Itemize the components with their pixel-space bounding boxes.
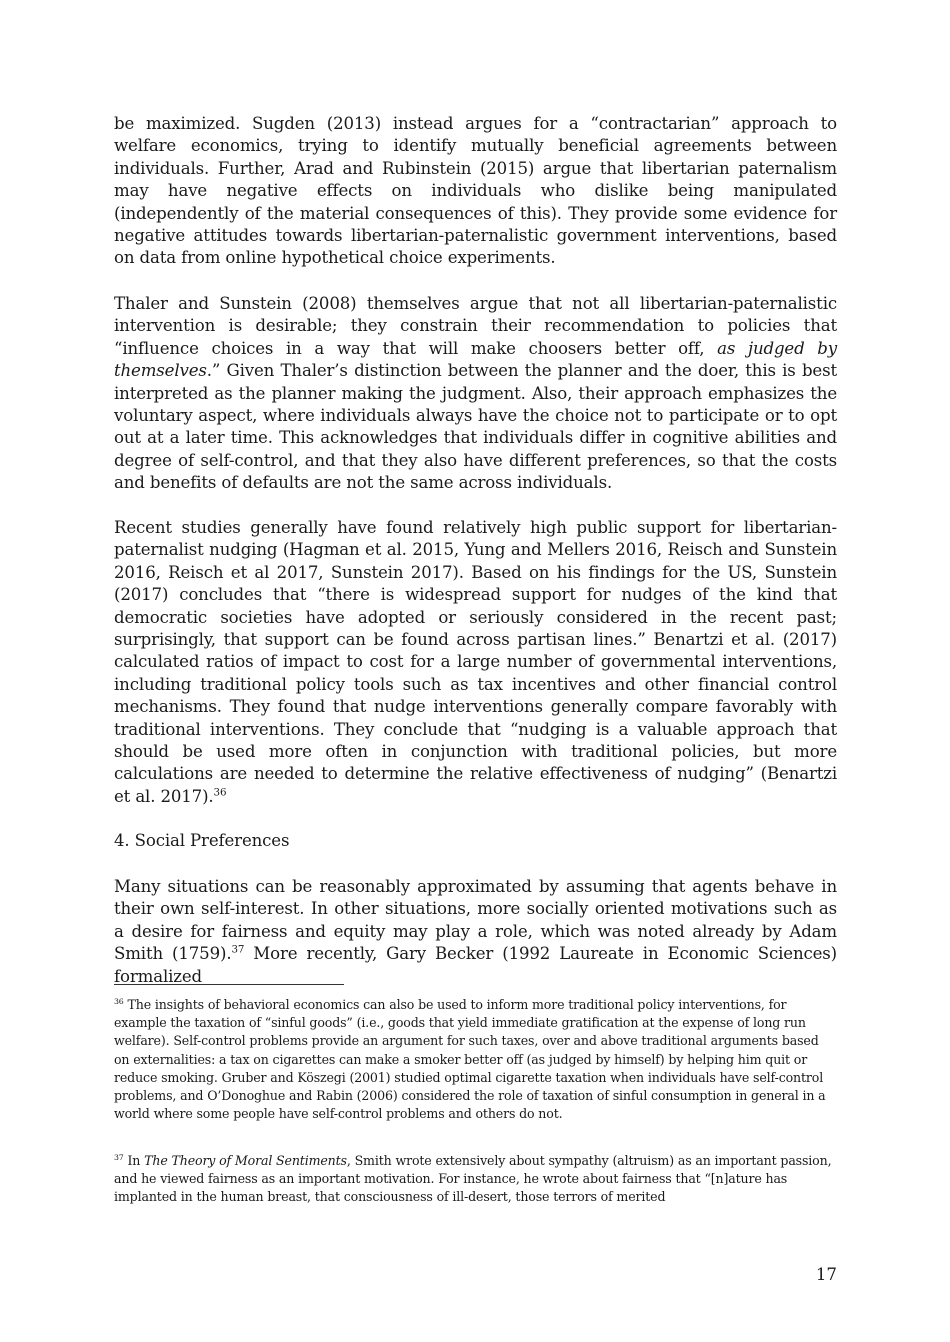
footnote-ref-37[interactable]: 37 [231, 943, 245, 956]
paragraph-social-preferences [114, 876, 837, 988]
footnote-number: 36 [114, 996, 124, 1006]
paragraph-text: Thaler and Sunstein (2008) themselves argue that not all libertarian-paternalistic intervention is desirable; they constrain their recommendation to policies that “influence choices in a way that will make choosers better off, [114, 294, 837, 358]
paragraph-text: More recently, Gary Becker (1992 Laureate in Economic Sciences) formalized [114, 944, 837, 986]
footnote-text: In [123, 1153, 145, 1168]
paragraph-public-support [114, 517, 837, 808]
paragraph-text: be maximized. Sugden (2013) instead argues for a “contractarian” approach to welfare economics, trying to identify mutually beneficial agreements between individuals. Further, Arad and Rubinstein (2015) argue that libertarian paternalism may have negative effects on individuals who dislike being manipulated (independently of the material consequences of this). They provide some evidence for negative attitudes towards libertarian-paternalistic government interventions, based on data from online hypothetical choice experiments. [114, 114, 837, 268]
paragraph-thaler-sunstein [114, 293, 837, 495]
paragraph-text: .” Given Thaler’s distinction between the planner and the doer, this is best interpreted as the planner making the judgment. Also, their approach emphasizes the voluntary aspect, where individuals always have the choice not to participate or to opt out at a later time. This acknowledges that individuals differ in cognitive abilities and degree of self-control, and that they also have different preferences, so that the costs and benefits of defaults are not the same across individuals. [114, 361, 837, 493]
book-title: The Theory of Moral Sentiments [144, 1153, 347, 1168]
section-heading: 4. Social Preferences [114, 831, 290, 850]
italic-phrase: as judged by themselves [114, 338, 837, 381]
footnote-text: , Smith wrote extensively about sympathy (altruism) as an important passion, and he viewed fairness as an important motivation. For instance, he wrote about fairness that “[n]ature has implanted in the human breast, that consciousness of ill-desert, those terrors of merited [114, 1153, 832, 1205]
footnote-number: 37 [114, 1152, 124, 1162]
footnote-divider [114, 984, 344, 985]
paragraph-welfare-economics [114, 113, 837, 270]
page-number: 17 [815, 1265, 837, 1284]
paragraph-text: Many situations can be reasonably approximated by assuming that agents behave in their own self-interest. In other situations, more socially oriented motivations such as a desire for fairness and equity may play a role, which was noted already by Adam Smith (1759). [114, 877, 837, 964]
footnote-text: The insights of behavioral economics can also be used to inform more traditional policy interventions, for example the taxation of “sinful goods” (i.e., goods that yield immediate gratification at the expense of long run welfare). Self-control problems provide an argument for such taxes, over and above traditional arguments based on externalities: a tax on cigarettes can make a smoker better off (as judged by himself) by helping him quit or reduce smoking. Gruber and Köszegi (2001) studied optimal cigarette taxation when individuals have self-control problems, and O’Donoghue and Rabin (2006) considered the role of taxation of sinful consumption in general in a world where some people have self-control problems and others do not. [114, 997, 826, 1122]
paragraph-text: Recent studies generally have found relatively high public support for libertarian-paternalist nudging (Hagman et al. 2015, Yung and Mellers 2016, Reisch and Sunstein 2016, Reisch et al 2017, Sunstein 2017). Based on his findings for the US, Sunstein (2017) concludes that “there is widespread support for nudges of the kind that democratic societies have adopted or seriously considered in the recent past; surprisingly, that support can be found across partisan lines.” Benartzi et al. (2017) calculated ratios of impact to cost for a large number of governmental interventions, including traditional policy tools such as tax incentives and other financial control mechanisms. They found that nudge interventions generally compare favorably with traditional interventions. They conclude that “nudging is a valuable approach that should be used more often in conjunction with traditional policies, but more calculations are needed to determine the relative effectiveness of nudging” (Benartzi et al. 2017). [114, 518, 837, 806]
footnote-36 [114, 996, 837, 1123]
footnote-ref-36[interactable]: 36 [213, 786, 227, 799]
footnote-37 [114, 1152, 837, 1207]
